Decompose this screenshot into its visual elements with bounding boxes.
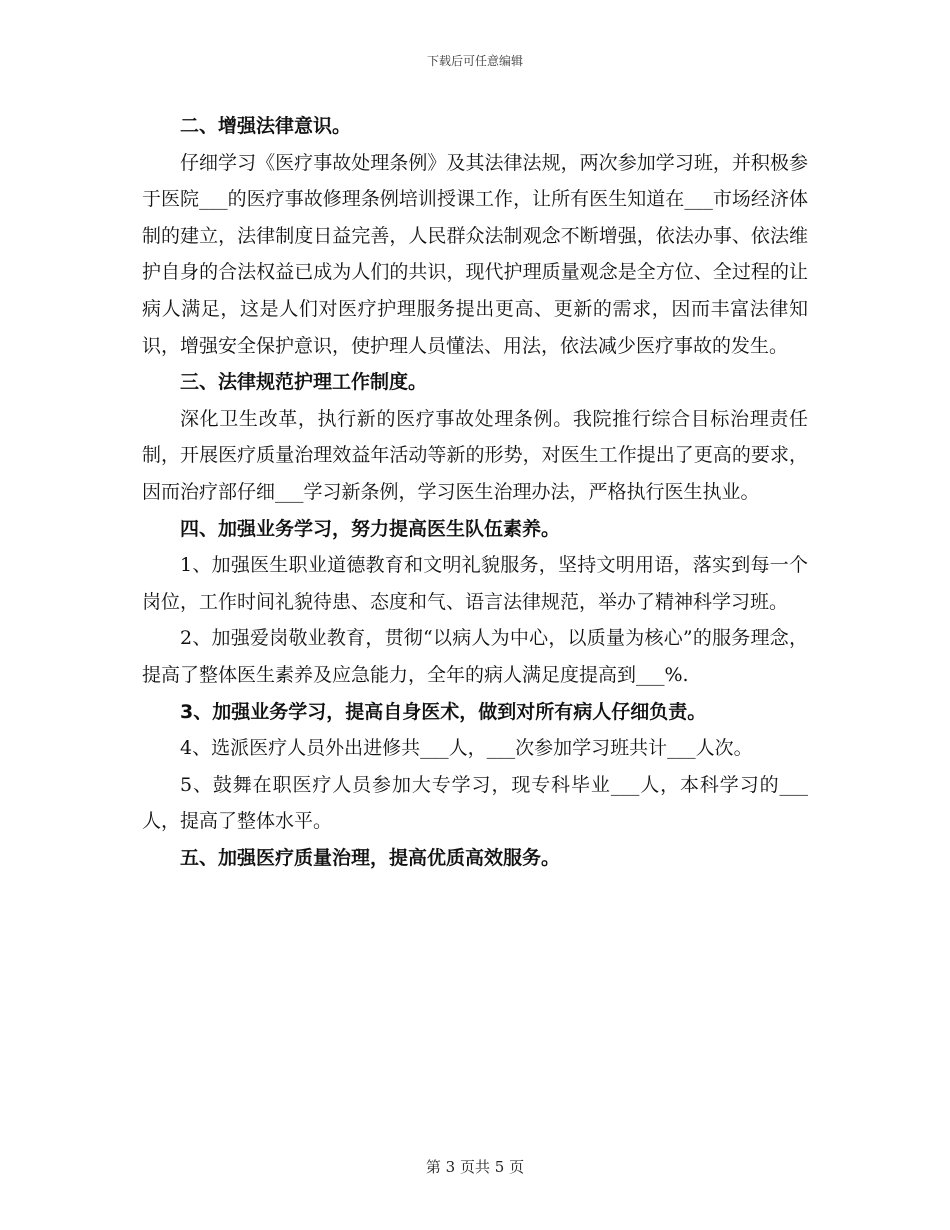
page-number: 第 3 页共 5 页 [425, 1158, 525, 1176]
paragraph-item-1: 1、加强医生职业道德教育和文明礼貌服务，坚持文明用语，落实到每一个岗位，工作时间礼貌待患、态度和气、语言法律规范，举办了精神科学习班。 [142, 554, 808, 613]
paragraph-item-4: 4、选派医疗人员外出进修共___人，___次参加学习班共计___人次。 [180, 737, 753, 760]
paragraph-legal-awareness: 仔细学习《医疗事故处理条例》及其法律法规，两次参加学习班，并积极参于医院___的医疗事故修理条例培训授课工作，让所有医生知道在___市场经济体制的建立，法律制度日益完善，人民群众法制观念不断增强，依法办事、依法维护自身的合法权益已成为人们的共识，现代护理质量观念是全方位、全过程的让病人满足，这是人们对医疗护理服务提出更高、更新的需求，因而丰富法律知识，增强安全保护意识，使护理人员懂法、用法，依法减少医疗事故的发生。 [142, 151, 808, 357]
document-body [142, 108, 808, 876]
paragraph-item-2: 2、加强爱岗敬业教育，贯彻“以病人为中心，以质量为核心”的服务理念，提高了整体医生素养及应急能力，全年的病人满足度提高到___%. [142, 627, 808, 686]
paragraph-item-5: 5、鼓舞在职医疗人员参加大专学习，现专科毕业___人，本科学习的___人，提高了整体水平。 [142, 773, 808, 833]
paragraph-nursing-rules: 深化卫生改革，执行新的医疗事故处理条例。我院推行综合目标治理责任制，开展医疗质量治理效益年活动等新的形势，对医生工作提出了更高的要求，因而治疗部仔细___学习新条例，学习医生治理办法，严格执行医生执业。 [142, 407, 808, 503]
section-heading-4: 四、加强业务学习，努力提高医生队伍素养。 [180, 517, 561, 540]
section-heading-2: 二、增强法律意识。 [180, 115, 352, 137]
bold-item-3: 3、加强业务学习，提高自身医术，做到对所有病人仔细负责。 [180, 700, 707, 723]
page-header: 下载后可任意编辑 [426, 54, 523, 68]
section-heading-3: 三、法律规范护理工作制度。 [180, 371, 428, 394]
section-heading-5: 五、加强医疗质量治理，提高优质高效服务。 [180, 846, 561, 869]
